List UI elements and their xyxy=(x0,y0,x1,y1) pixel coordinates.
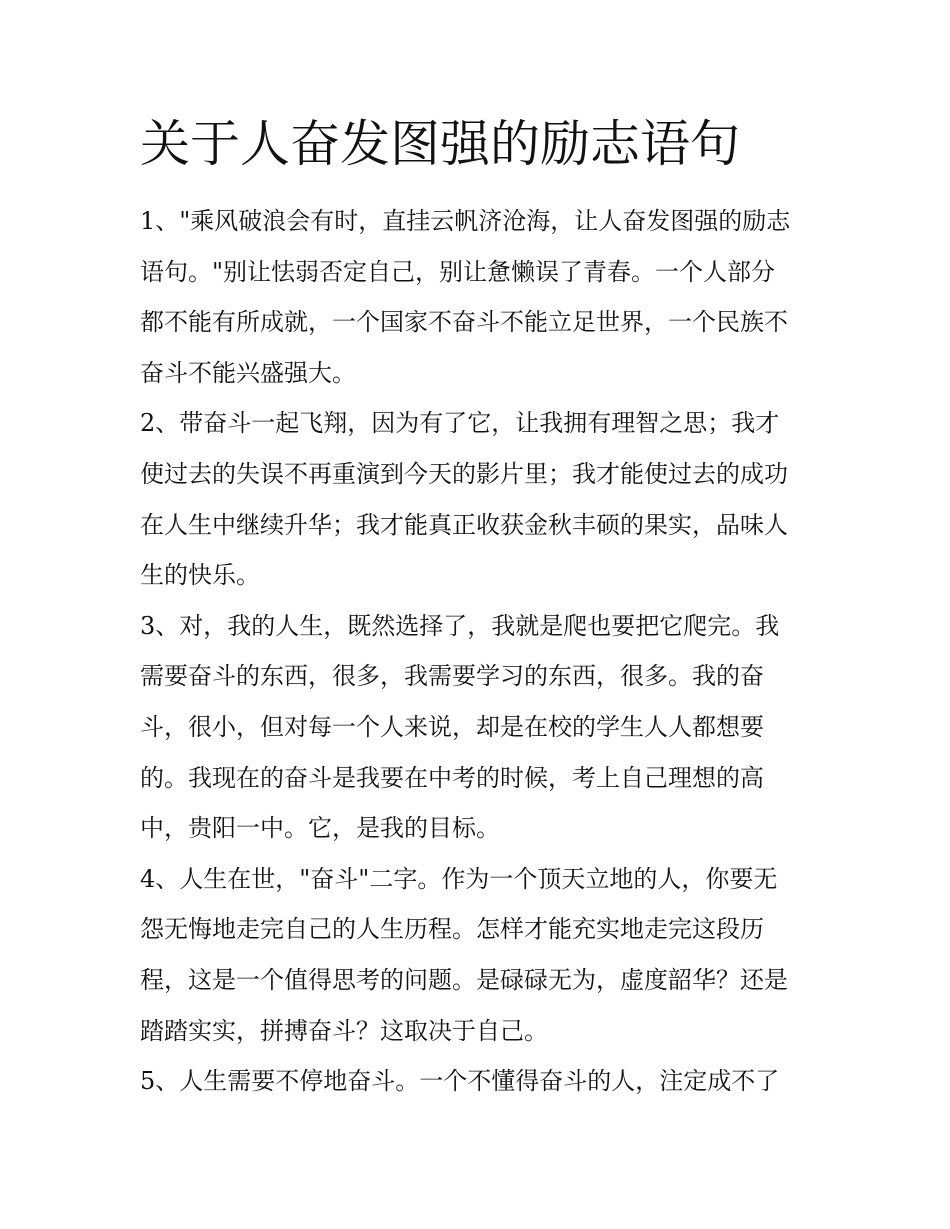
paragraph-line: 在人生中继续升华；我才能真正收获金秋丰硕的果实，品味人 xyxy=(140,510,788,539)
paragraph-line: 需要奋斗的东西，很多，我需要学习的东西，很多。我的奋 xyxy=(140,662,764,691)
document-title: 关于人奋发图强的励志语句 xyxy=(140,115,740,173)
paragraph-line: 程，这是一个值得思考的问题。是碌碌无为，虚度韶华？还是 xyxy=(140,965,788,994)
paragraph-line: 怨无悔地走完自己的人生历程。怎样才能充实地走完这段历 xyxy=(140,915,764,944)
paragraph-3 xyxy=(140,601,816,854)
paragraph-5 xyxy=(140,1056,816,1107)
paragraph-line: 都不能有所成就，一个国家不奋斗不能立足世界，一个民族不 xyxy=(140,308,788,337)
paragraph-line: 5、人生需要不停地奋斗。一个不懂得奋斗的人，注定成不了 xyxy=(140,1067,780,1096)
paragraph-line: 的。我现在的奋斗是我要在中考的时候，考上自己理想的高 xyxy=(140,763,764,792)
paragraph-line: 奋斗不能兴盛强大。 xyxy=(140,358,356,387)
paragraph-line: 踏踏实实，拼搏奋斗？这取决于自己。 xyxy=(140,1016,548,1045)
paragraph-line: 1、"乘风破浪会有时，直挂云帆济沧海，让人奋发图强的励志 xyxy=(140,207,791,235)
paragraph-1 xyxy=(140,196,816,398)
paragraph-line: 语句。"别让怯弱否定自己，别让惫懒误了青春。一个人部分 xyxy=(140,257,776,286)
paragraph-4 xyxy=(140,854,816,1056)
paragraph-line: 斗，很小，但对每一个人来说，却是在校的学生人人都想要 xyxy=(140,712,764,741)
paragraph-2 xyxy=(140,398,816,600)
paragraph-line: 4、人生在世，"奋斗"二字。作为一个顶天立地的人，你要无 xyxy=(140,864,778,893)
paragraph-line: 3、对，我的人生，既然选择了，我就是爬也要把它爬完。我 xyxy=(140,611,780,640)
paragraph-line: 2、带奋斗一起飞翔，因为有了它，让我拥有理智之思；我才 xyxy=(140,409,780,438)
paragraph-line: 中，贵阳一中。它，是我的目标。 xyxy=(140,814,500,843)
paragraph-line: 生的快乐。 xyxy=(140,561,260,590)
paragraph-line: 使过去的失误不再重演到今天的影片里；我才能使过去的成功 xyxy=(140,459,788,488)
document-body xyxy=(140,196,816,1107)
